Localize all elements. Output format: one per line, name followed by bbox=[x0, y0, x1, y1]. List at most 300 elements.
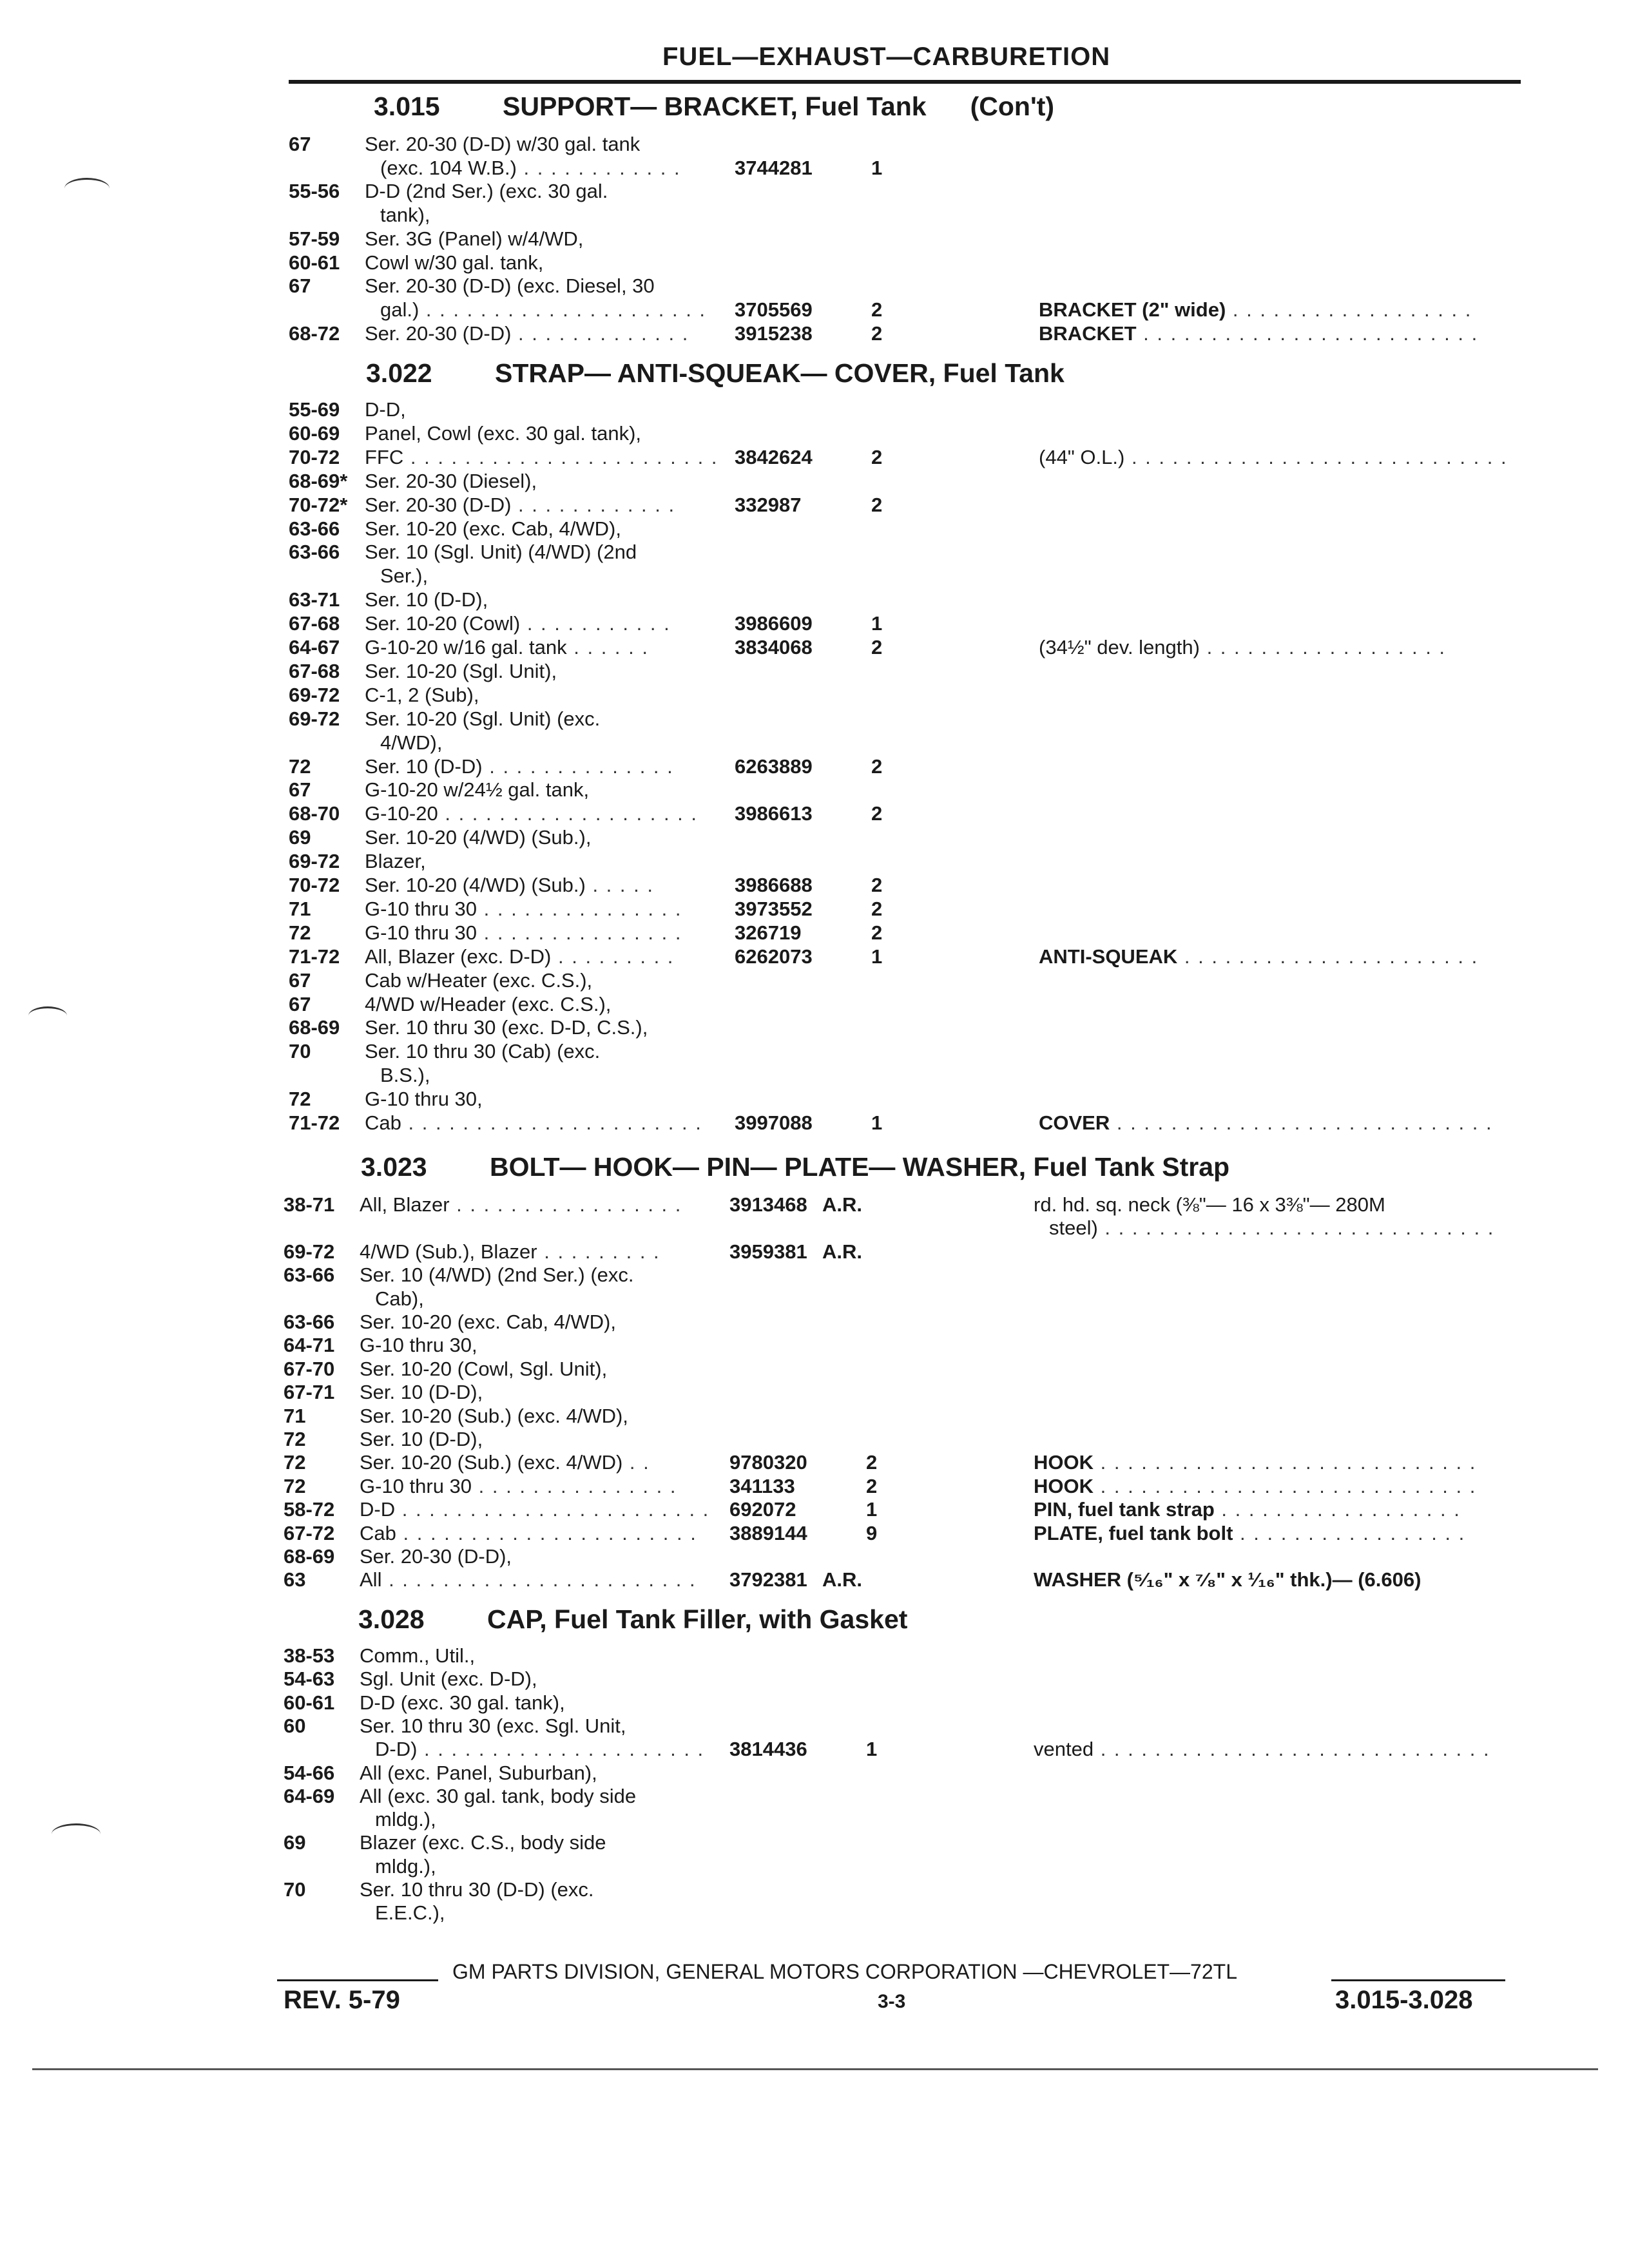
description-text: Comm., Util., bbox=[360, 1644, 476, 1667]
note-column bbox=[1034, 1451, 1476, 1474]
description-text: C-1, 2 (Sub), bbox=[365, 684, 479, 706]
item-note: rd. hd. sq. neck (⅜"— 16 x 3⅜"— 280M bbox=[1034, 1193, 1385, 1216]
description-text: Ser. 10 (Sgl. Unit) (4/WD) (2nd bbox=[365, 541, 637, 563]
model-years: 67-71 bbox=[284, 1381, 335, 1403]
description-text: G-10 thru 30, bbox=[365, 1088, 483, 1110]
model-years: 67 bbox=[289, 778, 311, 801]
description-text: Ser. 20-30 (Diesel), bbox=[365, 470, 537, 492]
description-text: Ser. 10-20 (Sgl. Unit) (exc. bbox=[365, 707, 601, 730]
dot-leader: . . . . . . . . . . . . . . . . . . . . . . bbox=[1177, 945, 1479, 968]
application-description bbox=[365, 684, 479, 707]
note-column bbox=[1034, 1522, 1465, 1545]
item-note: steel) bbox=[1049, 1216, 1098, 1239]
footer-rule-left bbox=[277, 1979, 438, 1981]
description-text: G-10-20 w/24½ gal. tank, bbox=[365, 778, 590, 801]
note-column bbox=[1034, 1475, 1476, 1498]
application-description bbox=[380, 1064, 430, 1087]
description-text: mldg.), bbox=[375, 1808, 436, 1831]
item-note: BRACKET (2" wide) bbox=[1039, 298, 1226, 321]
quantity: 2 bbox=[871, 874, 883, 896]
note-column bbox=[1039, 322, 1478, 345]
section-heading bbox=[358, 1604, 907, 1635]
quantity: 2 bbox=[871, 921, 883, 944]
model-years: 72 bbox=[289, 921, 311, 944]
description-text: Ser. 10-20 (Cowl) bbox=[365, 612, 521, 635]
application-description bbox=[360, 1264, 634, 1287]
part-number: 3842624 bbox=[735, 446, 813, 468]
note-column bbox=[1034, 1498, 1461, 1521]
dot-leader: . . . . . . . . . . . . . bbox=[511, 322, 689, 345]
application-description bbox=[365, 422, 641, 445]
quantity: 2 bbox=[871, 636, 883, 658]
note-column bbox=[1049, 1216, 1494, 1240]
description-text: Ser. 10-20 (Cowl, Sgl. Unit), bbox=[360, 1358, 608, 1380]
application-description bbox=[360, 1311, 616, 1334]
section-number: 3.022 bbox=[366, 358, 432, 388]
description-text: Panel, Cowl (exc. 30 gal. tank), bbox=[365, 422, 642, 445]
footer-section-range: 3.015-3.028 bbox=[1335, 1986, 1473, 2014]
application-description bbox=[365, 398, 406, 421]
description-text: (exc. 104 W.B.) bbox=[380, 157, 517, 179]
description-text: D-D (exc. 30 gal. tank), bbox=[360, 1691, 565, 1714]
part-number: 3959381 bbox=[729, 1240, 807, 1263]
model-years: 67-70 bbox=[284, 1358, 335, 1380]
model-years: 69-72 bbox=[289, 684, 340, 706]
model-years: 68-69 bbox=[284, 1545, 335, 1568]
application-description bbox=[375, 1855, 436, 1878]
application-description bbox=[360, 1381, 483, 1404]
model-years: 71-72 bbox=[289, 1111, 340, 1134]
section-heading bbox=[366, 358, 1065, 389]
note-column bbox=[1039, 636, 1446, 659]
model-years: 67-68 bbox=[289, 660, 340, 682]
quantity: A.R. bbox=[822, 1193, 862, 1216]
model-years: 68-70 bbox=[289, 802, 340, 825]
application-description bbox=[380, 731, 442, 754]
model-years: 72 bbox=[284, 1451, 306, 1474]
application-description bbox=[365, 826, 591, 849]
dot-leader: . . . . . . . . . . . . . . . bbox=[472, 1475, 677, 1497]
application-description bbox=[360, 1831, 606, 1854]
model-years: 72 bbox=[284, 1475, 306, 1497]
description-text: Ser. 10 thru 30 (Cab) (exc. bbox=[365, 1040, 601, 1062]
quantity: 2 bbox=[871, 755, 883, 778]
model-years: 70 bbox=[289, 1040, 311, 1062]
punch-hole-mark bbox=[52, 1823, 101, 1845]
note-column bbox=[1034, 1193, 1385, 1216]
description-text: 4/WD w/Header (exc. C.S.), bbox=[365, 993, 612, 1015]
model-years: 60 bbox=[284, 1715, 306, 1737]
dot-leader: . . . . . . . . . . . . . . . . . . . . . . . . . . . . bbox=[1124, 446, 1508, 468]
header-rule bbox=[289, 80, 1521, 84]
quantity: 2 bbox=[871, 446, 883, 468]
model-years: 67 bbox=[289, 274, 311, 297]
dot-leader: . . . . . . . . . . . bbox=[520, 612, 671, 635]
description-text: 4/WD), bbox=[380, 731, 443, 754]
model-years: 60-61 bbox=[289, 251, 340, 274]
model-years: 54-63 bbox=[284, 1667, 335, 1690]
dot-leader: . . . . . . . . . . . . . . . . . bbox=[449, 1193, 682, 1216]
application-description bbox=[360, 1644, 475, 1667]
model-years: 67-72 bbox=[284, 1522, 335, 1544]
dot-leader: . . . . . . . . . . . . . . . bbox=[477, 898, 682, 920]
item-note: (34½" dev. length) bbox=[1039, 636, 1200, 658]
dot-leader: . . . . . . . . . . . . bbox=[516, 157, 681, 179]
model-years: 67 bbox=[289, 993, 311, 1015]
item-note: HOOK bbox=[1034, 1451, 1094, 1474]
model-years: 71 bbox=[284, 1405, 306, 1427]
model-years: 72 bbox=[289, 1088, 311, 1110]
application-description bbox=[365, 755, 674, 778]
model-years: 63-66 bbox=[284, 1311, 335, 1333]
model-years: 63-71 bbox=[289, 588, 340, 611]
model-years: 70-72 bbox=[289, 446, 340, 468]
application-description bbox=[360, 1240, 660, 1264]
dot-leader: . . . . . . . . . . . . . . . . . . . . . bbox=[417, 1738, 705, 1760]
description-text: Ser. 20-30 (D-D) bbox=[365, 322, 512, 345]
application-description bbox=[360, 1715, 626, 1738]
dot-leader: . . . . . . . . . . . . . . . . . . . . . . . . . . . . bbox=[1110, 1111, 1493, 1134]
model-years: 71-72 bbox=[289, 945, 340, 968]
dot-leader: . . . . . . . . . . . . . . . . . . . . . bbox=[419, 298, 707, 321]
description-text: G-10 thru 30 bbox=[365, 921, 477, 944]
model-years: 60-61 bbox=[284, 1691, 335, 1714]
model-years: 67 bbox=[289, 969, 311, 992]
model-years: 72 bbox=[284, 1428, 306, 1450]
description-text: Ser. 3G (Panel) w/4/WD, bbox=[365, 227, 584, 250]
application-description bbox=[365, 494, 675, 517]
application-description bbox=[360, 1878, 594, 1901]
part-number: 9780320 bbox=[729, 1451, 807, 1474]
model-years: 58-72 bbox=[284, 1498, 335, 1521]
model-years: 69-72 bbox=[289, 707, 340, 730]
section-number: 3.028 bbox=[358, 1604, 425, 1634]
punch-hole-mark bbox=[64, 178, 110, 199]
quantity: 1 bbox=[871, 157, 883, 179]
description-text: tank), bbox=[380, 204, 430, 226]
application-description bbox=[360, 1428, 483, 1451]
description-text: G-10 thru 30 bbox=[360, 1475, 472, 1497]
model-years: 64-67 bbox=[289, 636, 340, 658]
description-text: Ser. 10 thru 30 (D-D) (exc. bbox=[360, 1878, 594, 1901]
description-text: Ser. 10-20 (exc. Cab, 4/WD), bbox=[365, 517, 621, 540]
dot-leader: . . . . . . . . . . . . . . . . . . bbox=[1199, 636, 1447, 658]
application-description bbox=[365, 850, 426, 873]
part-number: 3997088 bbox=[735, 1111, 813, 1134]
description-text: Ser. 10-20 (4/WD) (Sub.), bbox=[365, 826, 592, 849]
application-description bbox=[375, 1738, 704, 1761]
dot-leader: . . . . . . . . . . . . . . bbox=[482, 755, 674, 778]
dot-leader: . . . . . . . . . bbox=[537, 1240, 660, 1263]
application-description bbox=[365, 133, 640, 156]
model-years: 57-59 bbox=[289, 227, 340, 250]
application-description bbox=[375, 1287, 424, 1311]
item-note: (44" O.L.) bbox=[1039, 446, 1125, 468]
description-text: Ser. 10 thru 30 (exc. D-D, C.S.), bbox=[365, 1016, 648, 1039]
dot-leader: . . . . . . . . . . . . . . . bbox=[477, 921, 682, 944]
description-text: Sgl. Unit (exc. D-D), bbox=[360, 1667, 537, 1690]
dot-leader: . . . . . . . . . . . . . . . . . . . . . . . bbox=[403, 446, 718, 468]
note-column bbox=[1039, 298, 1472, 322]
application-description bbox=[380, 298, 706, 322]
quantity: 1 bbox=[866, 1738, 878, 1760]
part-number: 3986613 bbox=[735, 802, 813, 825]
description-text: G-10-20 w/16 gal. tank bbox=[365, 636, 567, 658]
description-text: Blazer, bbox=[365, 850, 426, 872]
model-years: 55-56 bbox=[289, 180, 340, 202]
application-description bbox=[360, 1785, 636, 1808]
dot-leader: . . . . . . . . . . . . . . . . . . . . . . bbox=[396, 1522, 697, 1544]
application-description bbox=[365, 251, 543, 274]
application-description bbox=[365, 517, 621, 541]
part-number: 326719 bbox=[735, 921, 802, 944]
note-column bbox=[1039, 1111, 1493, 1135]
model-years: 72 bbox=[289, 755, 311, 778]
model-years: 70-72 bbox=[289, 874, 340, 896]
application-description bbox=[365, 636, 649, 659]
description-text: Ser.), bbox=[380, 564, 429, 587]
description-text: 4/WD (Sub.), Blazer bbox=[360, 1240, 537, 1263]
description-text: D-D (2nd Ser.) (exc. 30 gal. bbox=[365, 180, 608, 202]
part-number: 3915238 bbox=[735, 322, 813, 345]
description-text: mldg.), bbox=[375, 1855, 436, 1878]
application-description bbox=[360, 1334, 477, 1357]
application-description bbox=[365, 227, 583, 251]
application-description bbox=[365, 898, 682, 921]
part-number: 3913468 bbox=[729, 1193, 807, 1216]
application-description bbox=[365, 802, 698, 825]
model-years: 63-66 bbox=[289, 517, 340, 540]
description-text: Ser. 10 (D-D) bbox=[365, 755, 483, 778]
description-text: All (exc. 30 gal. tank, body side bbox=[360, 1785, 637, 1807]
dot-leader: . . bbox=[622, 1451, 650, 1474]
model-years: 69-72 bbox=[289, 850, 340, 872]
dot-leader: . . . . . . . . . . . . . . . . . . . bbox=[438, 802, 699, 825]
model-years: 70 bbox=[284, 1878, 306, 1901]
model-years: 55-69 bbox=[289, 398, 340, 421]
model-years: 63-66 bbox=[289, 541, 340, 563]
description-text: E.E.C.), bbox=[375, 1901, 445, 1924]
application-description bbox=[365, 945, 674, 968]
section-title: STRAP— ANTI-SQUEAK— COVER, Fuel Tank bbox=[495, 358, 1065, 388]
application-description bbox=[365, 1111, 702, 1135]
note-column bbox=[1034, 1568, 1421, 1591]
note-column bbox=[1039, 446, 1508, 469]
quantity: 1 bbox=[871, 945, 883, 968]
part-number: 3705569 bbox=[735, 298, 813, 321]
description-text: Ser. 20-30 (D-D) w/30 gal. tank bbox=[365, 133, 641, 155]
part-number: 3814436 bbox=[729, 1738, 807, 1760]
quantity: 2 bbox=[866, 1475, 878, 1497]
description-text: Ser. 10-20 (Sgl. Unit), bbox=[365, 660, 557, 682]
item-note: PLATE, fuel tank bolt bbox=[1034, 1522, 1233, 1544]
model-years: 69 bbox=[289, 826, 311, 849]
application-description bbox=[365, 993, 611, 1016]
model-years: 63 bbox=[284, 1568, 306, 1591]
application-description bbox=[365, 541, 637, 564]
application-description bbox=[365, 921, 682, 945]
dot-leader: . . . . . . . . . . . . . . . . . bbox=[1233, 1522, 1466, 1544]
description-text: D-D, bbox=[365, 398, 406, 421]
quantity: 2 bbox=[871, 298, 883, 321]
application-description bbox=[365, 660, 557, 683]
dot-leader: . . . . . . . . . . . . . . . . . . . . . . . . . . . . bbox=[1094, 1475, 1477, 1497]
footer-page-number: 3-3 bbox=[878, 1991, 906, 2012]
part-number: 3792381 bbox=[729, 1568, 807, 1591]
quantity: 1 bbox=[871, 612, 883, 635]
model-years: 69-72 bbox=[284, 1240, 335, 1263]
note-column bbox=[1034, 1738, 1490, 1761]
description-text: Cab), bbox=[375, 1287, 424, 1310]
dot-leader: . . . . . . . . . . . . . . . . . . . . . . bbox=[401, 1111, 702, 1134]
item-note: HOOK bbox=[1034, 1475, 1094, 1497]
dot-leader: . . . . . . . . . . . . . . . . . . . . . . . . . bbox=[1136, 322, 1479, 345]
quantity: 2 bbox=[871, 322, 883, 345]
quantity: 2 bbox=[871, 494, 883, 516]
footer-revision: REV. 5-79 bbox=[284, 1986, 400, 2014]
application-description bbox=[360, 1451, 650, 1474]
application-description bbox=[365, 274, 655, 298]
application-description bbox=[360, 1193, 682, 1216]
description-text: All (exc. Panel, Suburban), bbox=[360, 1762, 597, 1784]
model-years: 64-71 bbox=[284, 1334, 335, 1356]
dot-leader: . . . . . . . . . . . . . . . . . . . . . . . . . . . . . bbox=[1097, 1216, 1495, 1239]
description-text: Cab bbox=[360, 1522, 396, 1544]
application-description bbox=[360, 1405, 628, 1428]
dot-leader: . . . . . bbox=[585, 874, 654, 896]
dot-leader: . . . . . . bbox=[566, 636, 649, 658]
quantity: 2 bbox=[866, 1451, 878, 1474]
dot-leader: . . . . . . . . . . . . . . . . . . bbox=[1214, 1498, 1461, 1521]
part-number: 3986688 bbox=[735, 874, 813, 896]
quantity: 2 bbox=[871, 898, 883, 920]
section-title: BOLT— HOOK— PIN— PLATE— WASHER, Fuel Tank Strap bbox=[490, 1152, 1230, 1182]
description-text: Cowl w/30 gal. tank, bbox=[365, 251, 544, 274]
item-note: PIN, fuel tank strap bbox=[1034, 1498, 1215, 1521]
model-years: 68-72 bbox=[289, 322, 340, 345]
page-header-title: FUEL—EXHAUST—CARBURETION bbox=[662, 43, 1111, 71]
application-description bbox=[375, 1901, 445, 1925]
dot-leader: . . . . . . . . . . . . bbox=[511, 494, 676, 516]
section-title: SUPPORT— BRACKET, Fuel Tank bbox=[503, 91, 927, 121]
model-years: 67-68 bbox=[289, 612, 340, 635]
model-years: 68-69 bbox=[289, 1016, 340, 1039]
application-description bbox=[360, 1545, 512, 1568]
description-text: Blazer (exc. C.S., body side bbox=[360, 1831, 606, 1854]
part-number: 6262073 bbox=[735, 945, 813, 968]
scan-edge-line bbox=[32, 2068, 1598, 2070]
description-text: D-D bbox=[360, 1498, 396, 1521]
application-description bbox=[365, 874, 654, 897]
application-description bbox=[365, 969, 592, 992]
dot-leader: . . . . . . . . . . . . . . . . . . bbox=[1226, 298, 1472, 321]
application-description bbox=[365, 180, 608, 203]
application-description bbox=[365, 778, 589, 802]
description-text: G-10 thru 30 bbox=[365, 898, 477, 920]
application-description bbox=[365, 1088, 483, 1111]
dot-leader: . . . . . . . . . . . . . . . . . . . . . . . . . . . . . bbox=[1094, 1738, 1490, 1760]
description-text: G-10-20 bbox=[365, 802, 438, 825]
application-description bbox=[360, 1667, 537, 1691]
section-number: 3.015 bbox=[374, 91, 440, 121]
application-description bbox=[360, 1498, 709, 1521]
description-text: Ser. 10-20 (4/WD) (Sub.) bbox=[365, 874, 586, 896]
description-text: G-10 thru 30, bbox=[360, 1334, 477, 1356]
item-note: BRACKET bbox=[1039, 322, 1137, 345]
model-years: 64-69 bbox=[284, 1785, 335, 1807]
part-number: 3889144 bbox=[729, 1522, 807, 1544]
description-text: Ser. 10 thru 30 (exc. Sgl. Unit, bbox=[360, 1715, 626, 1737]
description-text: Ser. 10-20 (exc. Cab, 4/WD), bbox=[360, 1311, 616, 1333]
description-text: D-D) bbox=[375, 1738, 418, 1760]
quantity: 1 bbox=[866, 1498, 878, 1521]
section-heading bbox=[361, 1152, 1229, 1182]
application-description bbox=[365, 1016, 648, 1039]
description-text: Ser. 10 (D-D), bbox=[360, 1428, 483, 1450]
description-text: Ser. 20-30 (D-D) bbox=[365, 494, 512, 516]
description-text: Ser. 20-30 (D-D), bbox=[360, 1545, 512, 1568]
application-description bbox=[360, 1522, 697, 1545]
description-text: All, Blazer bbox=[360, 1193, 450, 1216]
model-years: 38-71 bbox=[284, 1193, 335, 1216]
footer-rule-right bbox=[1331, 1979, 1505, 1981]
application-description bbox=[365, 322, 689, 345]
model-years: 71 bbox=[289, 898, 311, 920]
item-note: COVER bbox=[1039, 1111, 1110, 1134]
description-text: Cab w/Heater (exc. C.S.), bbox=[365, 969, 593, 992]
description-text: Ser. 10-20 (Sub.) (exc. 4/WD) bbox=[360, 1451, 623, 1474]
part-number: 3834068 bbox=[735, 636, 813, 658]
application-description bbox=[360, 1475, 677, 1498]
application-description bbox=[375, 1808, 436, 1831]
quantity: 1 bbox=[871, 1111, 883, 1134]
note-column bbox=[1039, 945, 1478, 968]
application-description bbox=[380, 157, 681, 180]
quantity: 9 bbox=[866, 1522, 878, 1544]
description-text: Ser. 20-30 (D-D) (exc. Diesel, 30 bbox=[365, 274, 655, 297]
punch-hole-mark bbox=[28, 1006, 67, 1025]
dot-leader: . . . . . . . . . bbox=[551, 945, 675, 968]
application-description bbox=[365, 707, 600, 731]
part-number: 692072 bbox=[729, 1498, 796, 1521]
description-text: Ser. 10 (4/WD) (2nd Ser.) (exc. bbox=[360, 1264, 634, 1286]
section-heading bbox=[374, 91, 1054, 122]
footer-publisher: GM PARTS DIVISION, GENERAL MOTORS CORPORATION —CHEVROLET—72TL bbox=[452, 1960, 1237, 1983]
part-number: 3986609 bbox=[735, 612, 813, 635]
model-years: 63-66 bbox=[284, 1264, 335, 1286]
application-description bbox=[365, 612, 671, 635]
description-text: Ser. 10 (D-D), bbox=[360, 1381, 483, 1403]
section-title: CAP, Fuel Tank Filler, with Gasket bbox=[487, 1604, 908, 1634]
dot-leader: . . . . . . . . . . . . . . . . . . . . . . . bbox=[395, 1498, 710, 1521]
model-years: 68-69* bbox=[289, 470, 348, 492]
model-years: 69 bbox=[284, 1831, 306, 1854]
application-description bbox=[380, 204, 430, 227]
quantity: 2 bbox=[871, 802, 883, 825]
quantity: A.R. bbox=[822, 1240, 862, 1263]
model-years: 60-69 bbox=[289, 422, 340, 445]
application-description bbox=[360, 1762, 597, 1785]
description-text: B.S.), bbox=[380, 1064, 430, 1086]
dot-leader: . . . . . . . . . . . . . . . . . . . . . . . bbox=[381, 1568, 697, 1591]
application-description bbox=[360, 1568, 697, 1591]
dot-leader: . . . . . . . . . . . . . . . . . . . . . . . . . . . . bbox=[1094, 1451, 1477, 1474]
item-note: ANTI-SQUEAK bbox=[1039, 945, 1178, 968]
item-note: vented bbox=[1034, 1738, 1094, 1760]
application-description bbox=[365, 446, 718, 469]
application-description bbox=[365, 470, 537, 493]
description-text: gal.) bbox=[380, 298, 419, 321]
